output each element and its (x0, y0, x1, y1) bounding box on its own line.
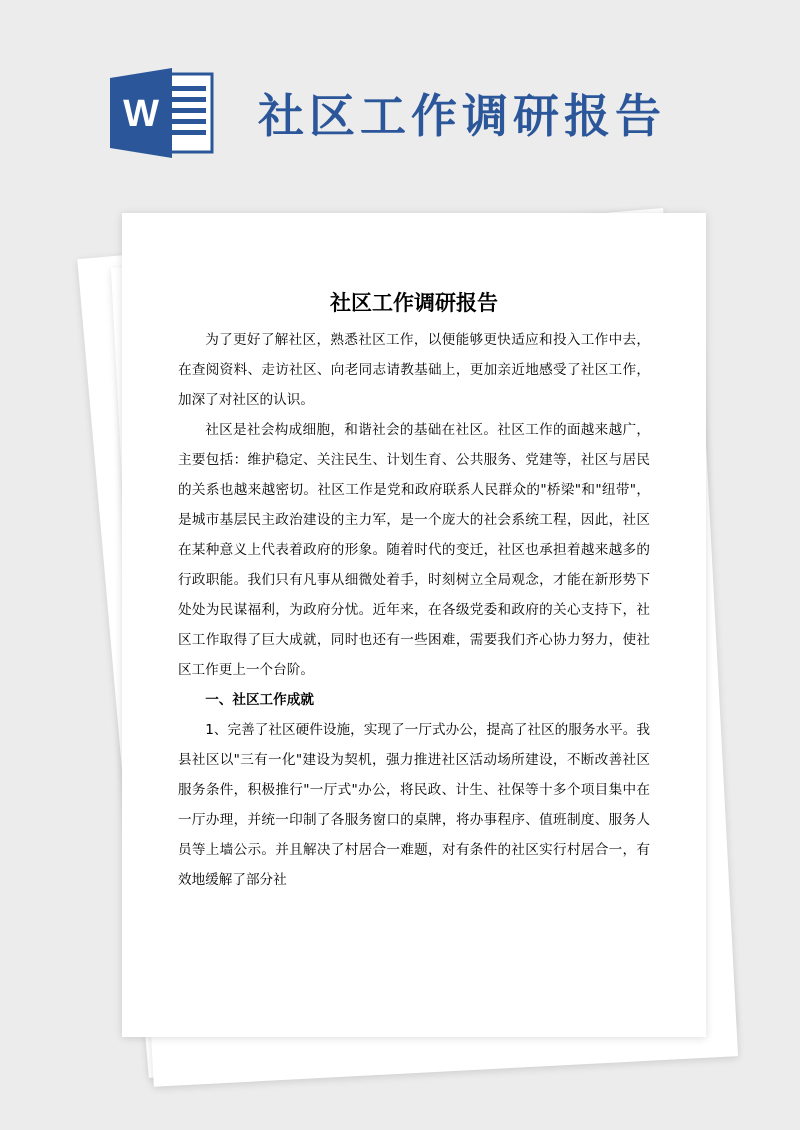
document-page (122, 213, 706, 1037)
svg-text:W: W (123, 93, 159, 135)
paragraph: 为了更好了解社区，熟悉社区工作，以便能够更快适应和投入工作中去，在查阅资料、走访社区、向老同志请教基础上，更加亲近地感受了社区工作，加深了对社区的认识。 (178, 332, 650, 408)
header-banner (0, 0, 800, 200)
section-heading: 一、社区工作成就 (205, 692, 314, 708)
header-title: 社区工作调研报告 (258, 89, 666, 143)
paragraph: 社区是社会构成细胞，和谐社会的基础在社区。社区工作的面越来越广，主要包括：维护稳定、关注民生、计划生育、公共服务、党建等，社区与居民的关系也越来越密切。社区工作是党和政府联系人民群众的"桥梁"和"纽带"，是城市基层民主政治建设的主力军，是一个庞大的社会系统工程，因此，社区在某种意义上代表着政府的形象。随着时代的变迁，社区也承担着越来越多的行政职能。我们只有凡事从细微处着手，时刻树立全局观念，才能在新形势下处处为民谋福利，为政府分忧。近年来，在各级党委和政府的关心支持下，社区工作取得了巨大成就，同时也还有一些困难，需要我们齐心协力努力，使社区工作更上一个台阶。 (178, 422, 650, 678)
word-icon (110, 68, 214, 158)
document-title: 社区工作调研报告 (330, 291, 498, 315)
paragraph: 1、完善了社区硬件设施，实现了一厅式办公，提高了社区的服务水平。我县社区以"三有一化"建设为契机，强力推进社区活动场所建设，不断改善社区服务条件，积极推行"一厅式"办公，将民政、计生、社保等十多个项目集中在一厅办理，并统一印制了各服务窗口的桌牌，将办事程序、值班制度、服务人员等上墙公示。并且解决了村居合一难题，对有条件的社区实行村居合一，有效地缓解了部分社 (178, 722, 650, 888)
document-body (178, 283, 650, 895)
